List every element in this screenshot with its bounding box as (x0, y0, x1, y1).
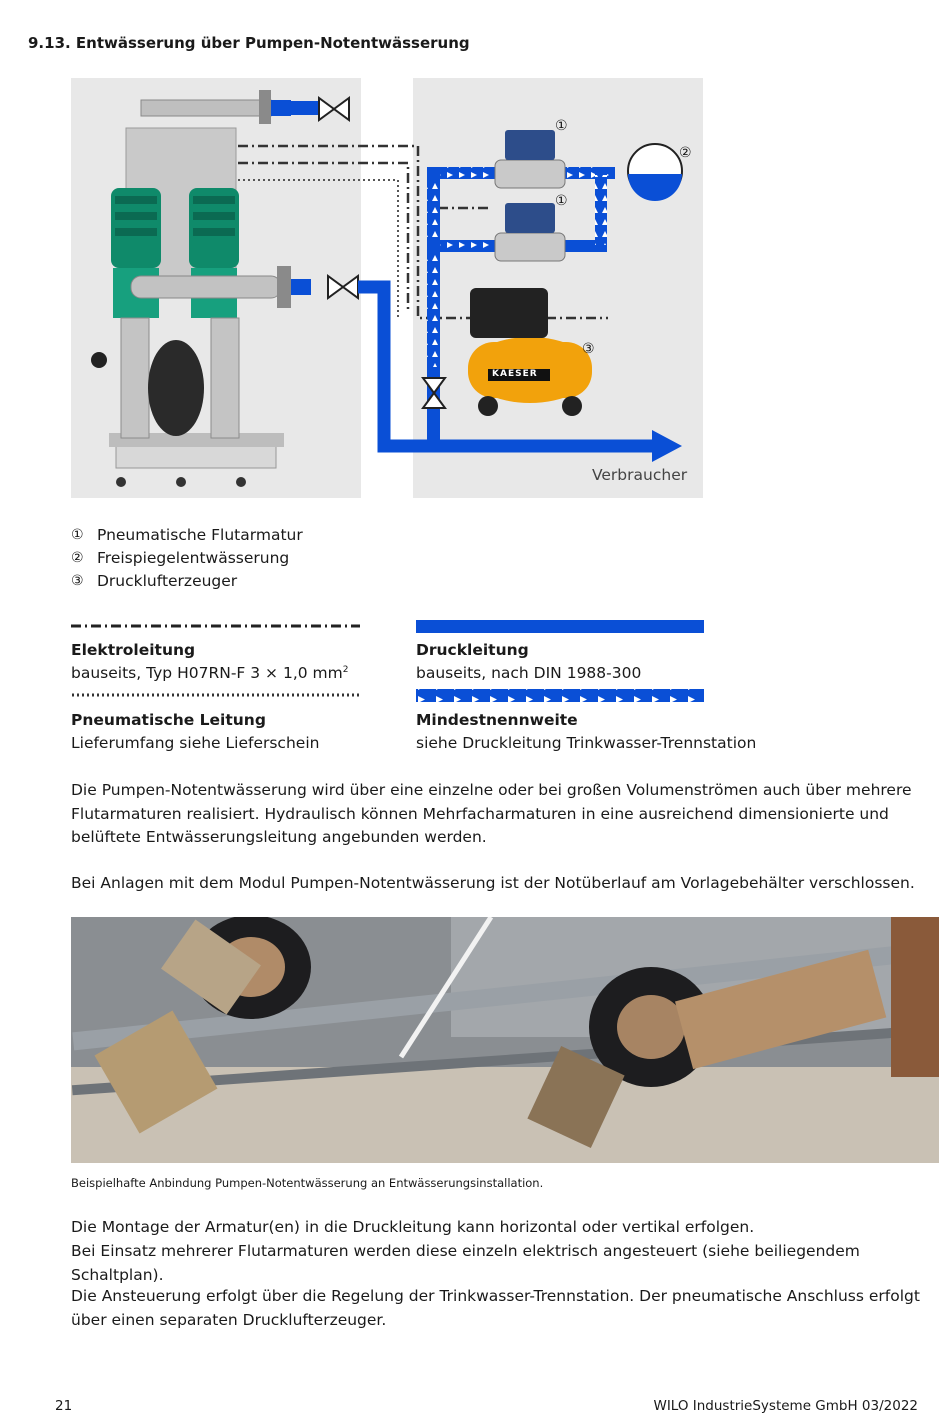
legend-item (71, 546, 303, 569)
marker-1a: ① (555, 118, 568, 134)
compressor-brand: KAESER (492, 369, 538, 379)
paragraph-4: Die Ansteuerung erfolgt über die Regelung der Trinkwasser-Trennstation. Der pneumatische Anschluss erfolgt über einen separaten Drucklufterzeuger. (71, 1287, 920, 1329)
legend-item (71, 569, 303, 592)
elektroleitung-desc (71, 664, 348, 682)
paragraph-3b: Bei Einsatz mehrerer Flutarmaturen werden diese einzeln elektrisch angesteuert (siehe beiliegendem Schaltplan). (71, 1242, 860, 1284)
elektroleitung-desc-text: bauseits, Typ H07RN-F 3 × 1,0 mm (71, 664, 343, 682)
marker-1b: ① (555, 193, 568, 209)
mindestnennweite-title: Mindestnennweite (416, 711, 578, 729)
marker-3: ③ (582, 341, 595, 357)
pneumatische-leitung-title: Pneumatische Leitung (71, 711, 266, 729)
footer-company: WILO IndustrieSysteme GmbH 03/2022 (653, 1398, 918, 1414)
legend-number: ② (71, 549, 84, 566)
elektroleitung-title: Elektroleitung (71, 641, 196, 659)
consumer-label: Verbraucher (592, 466, 688, 484)
legend-text: Freispiegelentwässerung (97, 548, 290, 567)
druckleitung-title: Druckleitung (416, 641, 529, 659)
legend-text: Pneumatische Flutarmatur (97, 525, 303, 544)
legend-number: ① (71, 526, 84, 543)
installation-photo (71, 917, 939, 1163)
mindestnennweite-desc: siehe Druckleitung Trinkwasser-Trennstation (416, 734, 757, 752)
marker-2: ② (679, 145, 692, 161)
paragraph-1: Die Pumpen-Notentwässerung wird über eine einzelne oder bei großen Volumenströmen auch über mehrere Flutarmaturen realisiert. Hydraulisch können Mehrfacharmaturen in eine ausreichend dimensionierte und belüftete Entwässerungsleitung angebunden werden. (71, 781, 912, 846)
superscript: 2 (342, 664, 349, 675)
paragraph-2: Bei Anlagen mit dem Modul Pumpen-Notentwässerung ist der Notüberlauf am Vorlagebehälter verschlossen. (71, 874, 915, 892)
pneumatische-leitung-desc: Lieferumfang siehe Lieferschein (71, 734, 320, 752)
photo-caption: Beispielhafte Anbindung Pumpen-Notentwässerung an Entwässerungsinstallation. (71, 1176, 544, 1190)
page-number: 21 (55, 1398, 73, 1414)
section-heading: 9.13. Entwässerung über Pumpen-Notentwässerung (28, 34, 470, 52)
legend-text: Drucklufterzeuger (97, 571, 238, 590)
compressor-illustration (468, 288, 592, 416)
schematic-overlay (0, 0, 950, 520)
legend (71, 523, 303, 592)
legend-item (71, 523, 303, 546)
druckleitung-desc: bauseits, nach DIN 1988-300 (416, 664, 642, 682)
paragraph-3a: Die Montage der Armatur(en) in die Druckleitung kann horizontal oder vertikal erfolgen. (71, 1218, 755, 1236)
legend-number: ③ (71, 572, 84, 589)
